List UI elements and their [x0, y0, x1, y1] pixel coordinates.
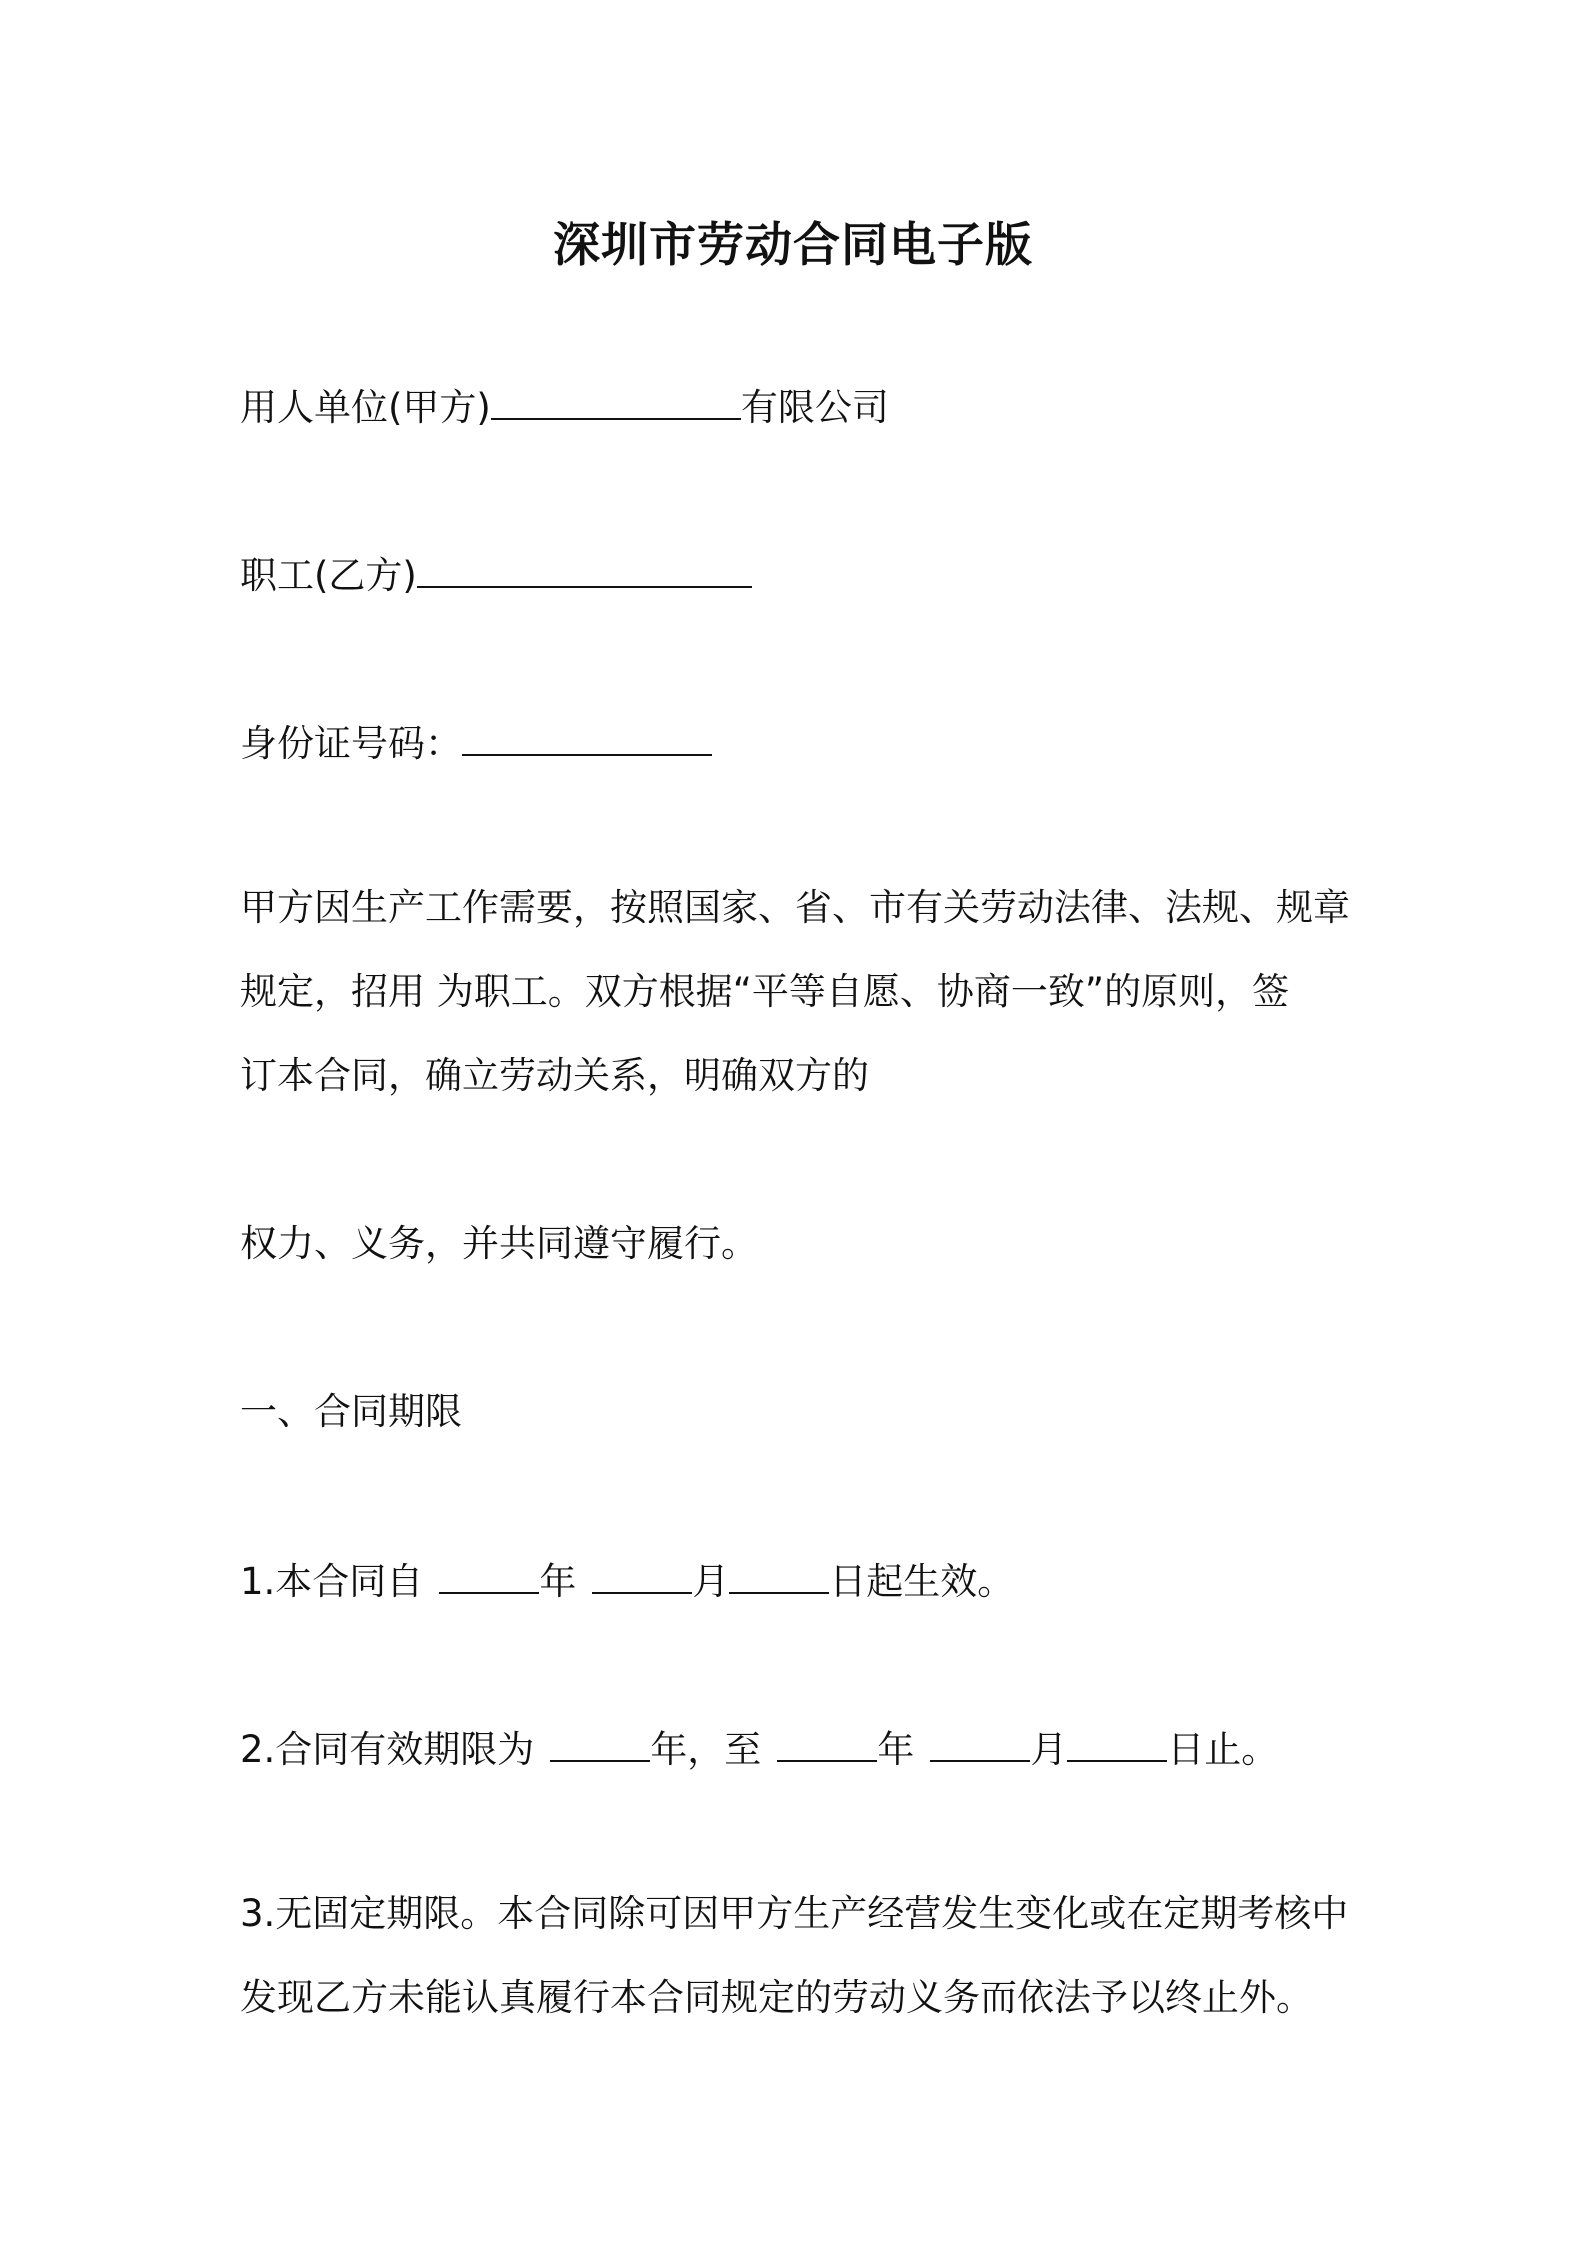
start-month-blank[interactable] [592, 1558, 692, 1594]
end-day-suffix: 日止。 [1167, 1728, 1279, 1771]
party-a-name-blank[interactable] [491, 384, 741, 420]
start-year-blank[interactable] [439, 1558, 539, 1594]
start-day-suffix: 日起生效。 [829, 1560, 1015, 1603]
start-day-blank[interactable] [729, 1558, 829, 1594]
end-year-blank[interactable] [777, 1726, 877, 1762]
term-item-1-prefix: 1.本合同自 [240, 1560, 424, 1603]
intro-line-2: 规定，招用 为职工。双方根据“平等自愿、协商一致”的原则，签 [240, 970, 1290, 1013]
intro-line-4: 权力、义务，并共同遵守履行。 [240, 1222, 758, 1265]
start-month-label: 月 [692, 1560, 730, 1603]
party-b-label: 职工(乙方) [240, 554, 417, 597]
party-b-line [240, 552, 752, 598]
duration-years-blank[interactable] [550, 1726, 650, 1762]
party-a-line [240, 384, 889, 430]
end-day-blank[interactable] [1067, 1726, 1167, 1762]
term-item-1 [240, 1558, 1014, 1604]
intro-line-3: 订本合同，确立劳动关系，明确双方的 [240, 1054, 869, 1097]
start-year-label: 年 [539, 1560, 577, 1603]
term-item-2 [240, 1726, 1278, 1772]
term-item-2-prefix: 2.合同有效期限为 [240, 1728, 535, 1771]
id-number-blank[interactable] [462, 720, 712, 756]
intro-line-1: 甲方因生产工作需要，按照国家、省、市有关劳动法律、法规、规章 [240, 886, 1350, 929]
term-item-3-line-1: 3.无固定期限。本合同除可因甲方生产经营发生变化或在定期考核中 [240, 1892, 1349, 1935]
id-number-line [240, 720, 712, 766]
duration-years-suffix: 年，至 [650, 1728, 762, 1771]
party-a-suffix: 有限公司 [740, 386, 889, 429]
end-year-label: 年 [877, 1728, 915, 1771]
party-a-label: 用人单位(甲方) [240, 386, 491, 429]
end-month-blank[interactable] [930, 1726, 1030, 1762]
document-title: 深圳市劳动合同电子版 [553, 218, 1033, 273]
end-month-label: 月 [1030, 1728, 1068, 1771]
party-b-name-blank[interactable] [417, 552, 752, 588]
section-1-heading: 一、合同期限 [240, 1390, 462, 1433]
id-number-label: 身份证号码： [240, 722, 462, 765]
term-item-3-line-2: 发现乙方未能认真履行本合同规定的劳动义务而依法予以终止外。 [240, 1976, 1313, 2019]
